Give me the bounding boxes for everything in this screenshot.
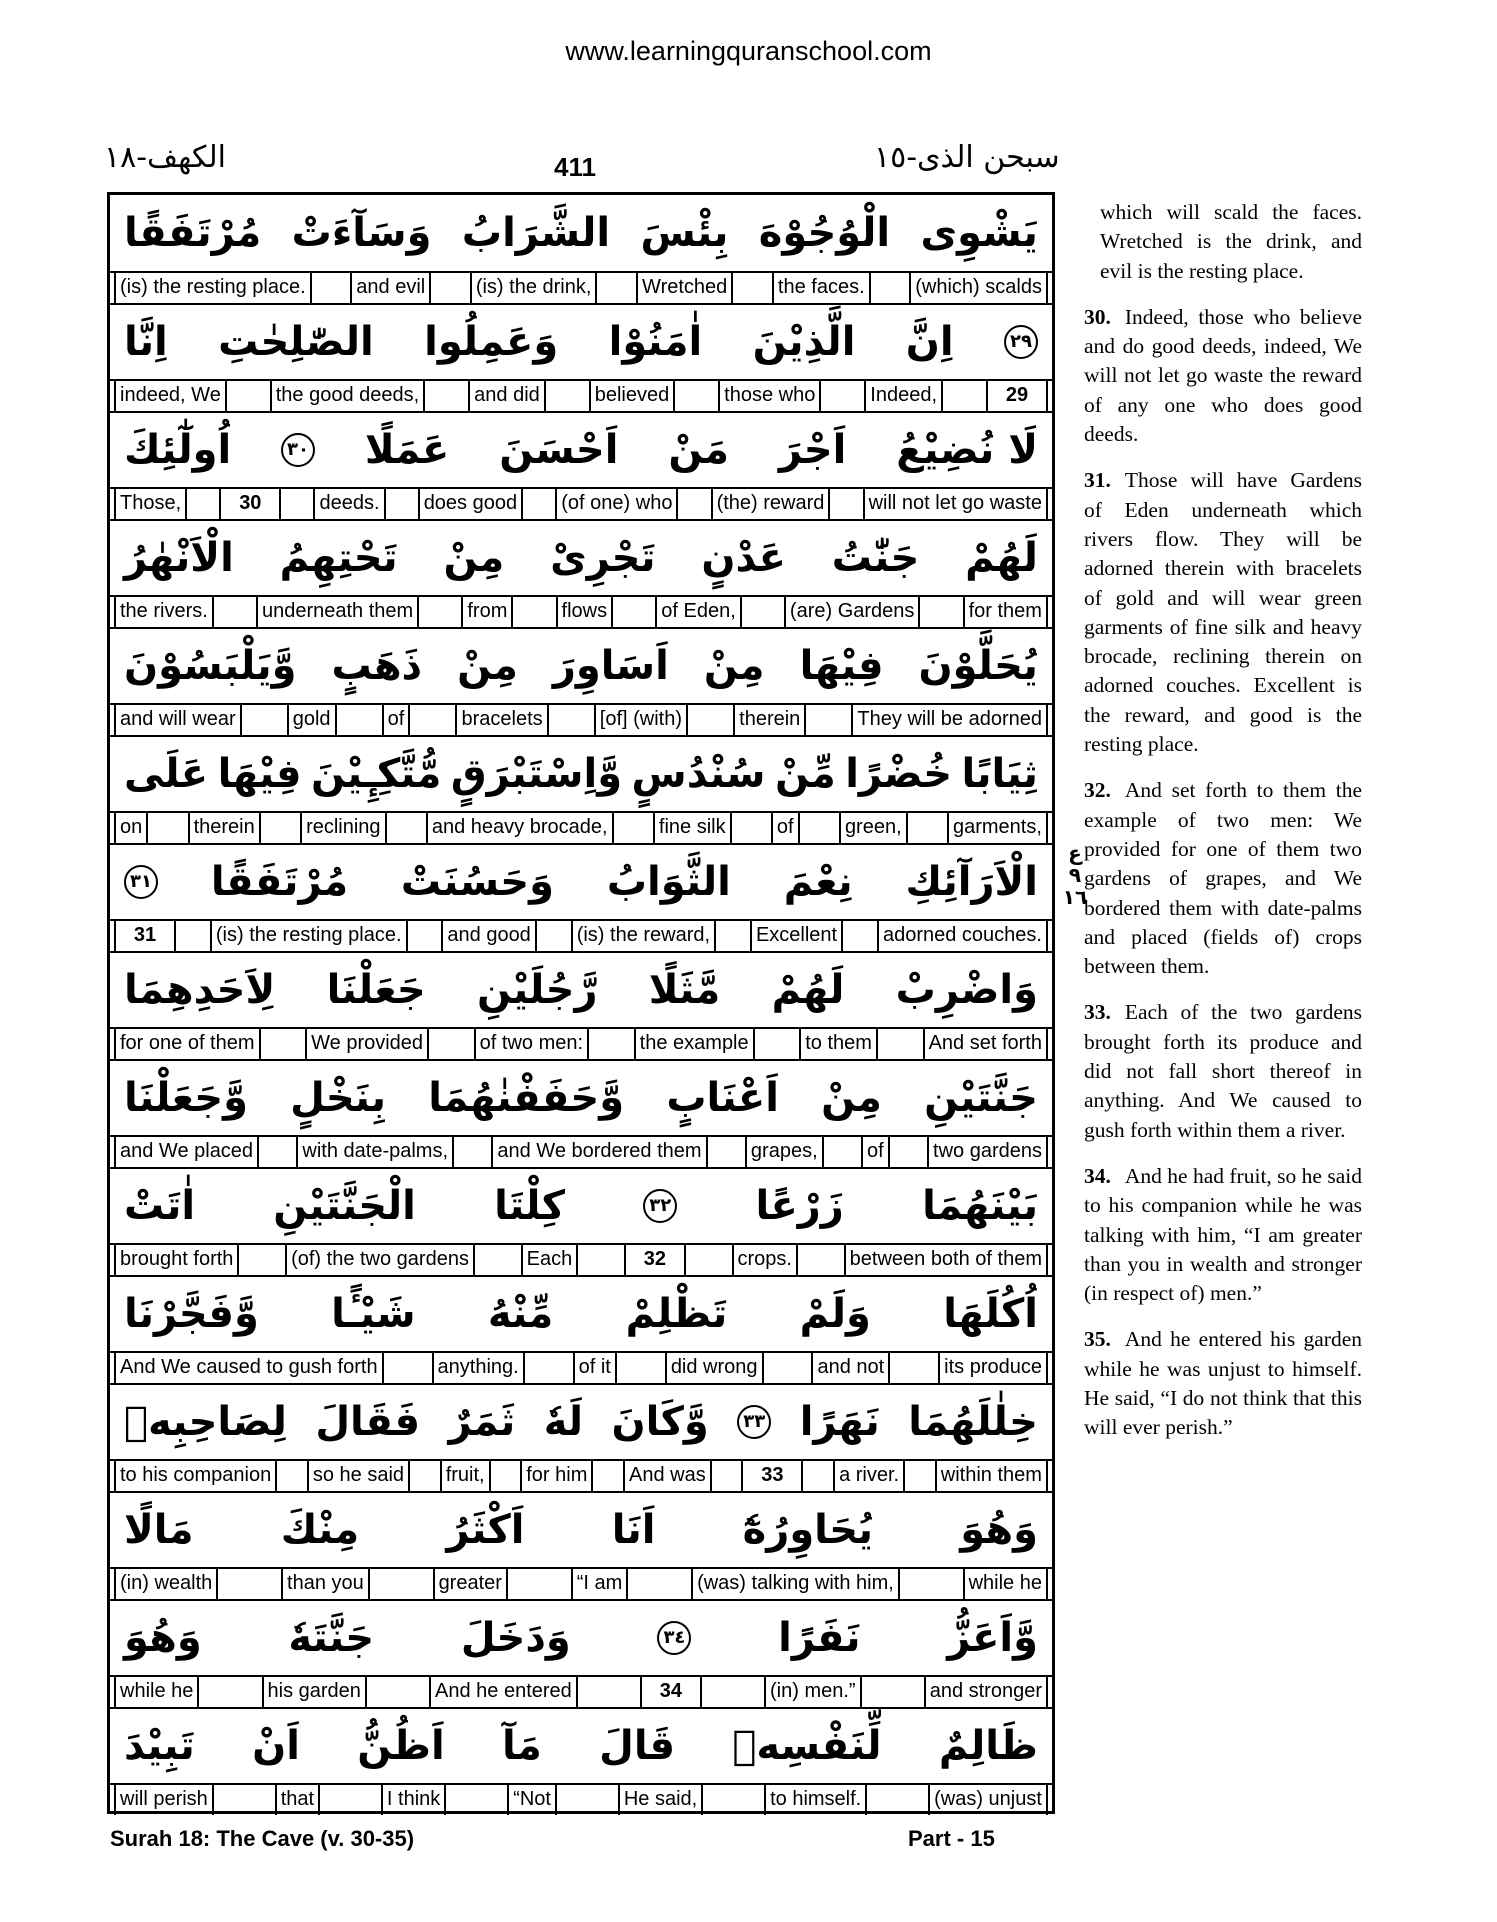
verse-row xyxy=(110,1707,1052,1815)
verse-number: 29 xyxy=(986,381,1048,411)
verse-number: 33 xyxy=(741,1461,803,1491)
english-gloss-line xyxy=(110,273,1052,303)
english-gloss: deeds. xyxy=(313,489,385,519)
arabic-word: مِنْ xyxy=(821,1075,882,1121)
arabic-word: مَّثَلًا xyxy=(648,967,721,1013)
arabic-word: يُحَاوِرُهٗٓ xyxy=(742,1507,874,1553)
english-gloss: his garden xyxy=(262,1677,367,1707)
arabic-word: مَآ xyxy=(502,1723,542,1769)
english-gloss: with date-palms, xyxy=(296,1137,454,1167)
arabic-word: وَّاَعَزُّ xyxy=(947,1615,1038,1661)
english-gloss: between both of them xyxy=(844,1245,1048,1275)
arabic-word: وَّجَعَلْنَا xyxy=(124,1075,248,1121)
arabic-word: لِصَاحِبِهٖ xyxy=(124,1399,287,1445)
arabic-word: ثِيَابًا xyxy=(961,751,1038,797)
arabic-word: اَسَاوِرَ xyxy=(552,643,669,689)
arabic-word: وَّحَفَفْنٰهُمَا xyxy=(428,1075,625,1121)
arabic-word: اَحْسَنَ xyxy=(499,427,619,473)
english-gloss-line xyxy=(110,1461,1052,1491)
surah-header-arabic: الكهف-١٨ xyxy=(104,140,226,175)
english-gloss: Those, xyxy=(114,489,187,519)
english-gloss: And We caused to gush forth xyxy=(114,1353,384,1383)
arabic-word: جَعَلْنَا xyxy=(326,967,426,1013)
english-gloss: a river. xyxy=(833,1461,905,1491)
arabic-word: مُّتَّكِـِٕيْنَ xyxy=(311,751,442,797)
verse-row xyxy=(110,1599,1052,1707)
english-gloss: the good deeds, xyxy=(270,381,425,411)
english-gloss: to his companion xyxy=(114,1461,277,1491)
arabic-word: جَنَّتَهٗ xyxy=(288,1615,375,1661)
english-gloss: the faces. xyxy=(772,273,871,303)
english-gloss: of xyxy=(771,813,800,843)
translation-text: And he had fruit, so he said to his companion while he was talking with him, “I am greater than you in wealth and stronger (in respect of) men.” xyxy=(1084,1163,1362,1306)
arabic-line xyxy=(110,1491,1052,1569)
english-gloss: of xyxy=(861,1137,890,1167)
arabic-word: الْوُجُوْهَ xyxy=(758,210,891,256)
english-gloss: for him xyxy=(520,1461,593,1491)
translation-text: Those will have Gardens of Eden underneath which rivers flow. They will be adorned therein with bracelets of gold and will wear green garments of fine silk and heavy brocade, reclining therein on adorned couches. Excellent is the reward, and good is the resting place. xyxy=(1084,468,1362,757)
translation-verse-number: 33. xyxy=(1084,1000,1111,1025)
arabic-word: وَّكَانَ xyxy=(611,1399,709,1445)
arabic-word: وَسَآءَتْ xyxy=(291,210,432,256)
english-gloss: Excellent xyxy=(750,921,843,951)
arabic-word: مُرْتَفَقًا xyxy=(210,859,349,905)
arabic-word: بِئْسَ xyxy=(640,210,729,256)
english-gloss: the example xyxy=(634,1029,755,1059)
english-gloss: greater xyxy=(433,1569,508,1599)
arabic-word: تَبِيْدَ xyxy=(124,1723,195,1769)
arabic-word: اَعْنَابٍ xyxy=(666,1075,779,1121)
english-gloss: believed xyxy=(589,381,676,411)
english-gloss-line xyxy=(110,381,1052,411)
arabic-word: نَفَرًا xyxy=(778,1615,861,1661)
arabic-word: الْاَنْهٰرُ xyxy=(124,535,234,581)
juz-header-arabic: سبحن الذى-١٥ xyxy=(874,140,1060,175)
english-gloss: We provided xyxy=(305,1029,429,1059)
arabic-word: وَهُوَ xyxy=(960,1507,1038,1553)
translation-verse-number: 34. xyxy=(1084,1163,1111,1188)
arabic-word: وَحَسُنَتْ xyxy=(400,859,554,905)
arabic-line xyxy=(110,951,1052,1029)
english-gloss: bracelets xyxy=(455,705,548,735)
english-gloss: crops. xyxy=(732,1245,798,1275)
verse-end-marker: ٣٣ xyxy=(737,1405,771,1439)
arabic-line xyxy=(110,195,1052,273)
translation-paragraph xyxy=(1084,998,1362,1144)
arabic-word: فَقَالَ xyxy=(315,1399,421,1445)
english-gloss: did wrong xyxy=(665,1353,764,1383)
english-gloss: Each xyxy=(521,1245,579,1275)
arabic-word: جَنّٰتُ xyxy=(831,535,920,581)
english-gloss: does good xyxy=(418,489,523,519)
arabic-word: تَحْتِهِمُ xyxy=(279,535,398,581)
footer-surah-title: Surah 18: The Cave (v. 30-35) xyxy=(110,1826,415,1851)
translation-paragraph xyxy=(1084,466,1362,759)
translation-text: which will scald the faces. Wretched is the drink, and evil is the resting place. xyxy=(1100,200,1362,283)
arabic-word: الثَّوَابُ xyxy=(606,859,731,905)
arabic-word: مِنْ xyxy=(443,535,505,581)
english-gloss: anything. xyxy=(432,1353,525,1383)
translation-text: Indeed, those who believe and do good deeds, indeed, We will not let go waste the reward of any one who does good deeds. xyxy=(1084,304,1362,447)
arabic-word: عَدْنٍ xyxy=(701,535,786,581)
english-gloss: two gardens xyxy=(927,1137,1048,1167)
english-gloss-line xyxy=(110,597,1052,627)
arabic-word: اٰمَنُوْا xyxy=(608,319,703,365)
arabic-word: اِنَّا xyxy=(124,319,168,365)
english-gloss-line xyxy=(110,1029,1052,1059)
arabic-word: وَعَمِلُوا xyxy=(424,319,559,365)
arabic-line xyxy=(110,1275,1052,1353)
arabic-word: ظَالِمٌ xyxy=(938,1723,1038,1769)
english-gloss-line xyxy=(110,1785,1052,1815)
verse-end-marker: ٣٢ xyxy=(643,1189,677,1223)
english-gloss: adorned couches. xyxy=(877,921,1048,951)
arabic-word: بَيْنَهُمَا xyxy=(922,1183,1038,1229)
english-gloss: fine silk xyxy=(653,813,732,843)
arabic-word: مَنْ xyxy=(668,427,730,473)
english-gloss: and We bordered them xyxy=(491,1137,707,1167)
verse-row xyxy=(110,627,1052,735)
english-gloss-line xyxy=(110,1677,1052,1707)
arabic-word: اَظُنُّ xyxy=(357,1723,445,1769)
arabic-word: اٰتَتْ xyxy=(124,1183,196,1229)
arabic-line xyxy=(110,627,1052,705)
english-gloss: gold xyxy=(287,705,337,735)
english-gloss: therein xyxy=(188,813,261,843)
word-by-word-table xyxy=(107,192,1055,1814)
english-gloss: They will be adorned xyxy=(851,705,1048,735)
english-gloss: brought forth xyxy=(114,1245,239,1275)
translation-text: And set forth to them the example of two men: We provided for one of them two gardens of grapes, and We bordered them with date-palms and placed (fields of) crops between them. xyxy=(1084,778,1362,979)
arabic-word: خُضْرًا xyxy=(845,751,953,797)
arabic-word: بِنَخْلٍ xyxy=(290,1075,387,1121)
verse-row xyxy=(110,195,1052,303)
verse-row xyxy=(110,951,1052,1059)
english-gloss: from xyxy=(461,597,513,627)
page-number: 411 xyxy=(554,152,596,182)
english-gloss: while he xyxy=(114,1677,199,1707)
english-gloss-line xyxy=(110,813,1052,843)
english-gloss: to himself. xyxy=(764,1785,867,1815)
footer-part-number: Part - 15 xyxy=(908,1826,995,1851)
translation-paragraph xyxy=(1100,198,1362,286)
english-gloss: its produce xyxy=(938,1353,1048,1383)
arabic-word: الْجَنَّتَيْنِ xyxy=(273,1183,416,1229)
arabic-word: مِّنْهُ xyxy=(487,1291,554,1337)
arabic-word: تَجْرِىْ xyxy=(550,535,656,581)
english-gloss: And he entered xyxy=(429,1677,578,1707)
english-gloss: so he said xyxy=(307,1461,410,1491)
arabic-word: وَّفَجَّرْنَا xyxy=(124,1291,259,1337)
arabic-word: يُحَلَّوْنَ xyxy=(918,643,1038,689)
arabic-line xyxy=(110,735,1052,813)
arabic-line xyxy=(110,1059,1052,1137)
arabic-word: اُكُلَهَا xyxy=(943,1291,1038,1337)
verse-row xyxy=(110,843,1052,951)
verse-end-marker: ٣٤ xyxy=(657,1621,691,1655)
translation-paragraph xyxy=(1084,1325,1362,1442)
arabic-word: مُرْتَفَقًا xyxy=(124,210,262,256)
english-gloss: [of] (with) xyxy=(594,705,688,735)
arabic-word: مَالًا xyxy=(124,1507,194,1553)
translation-verse-number: 32. xyxy=(1084,778,1111,803)
english-gloss: (is) the resting place. xyxy=(114,273,312,303)
arabic-word: فِيْهَا xyxy=(217,751,302,797)
arabic-word: مِنْ xyxy=(703,643,765,689)
verse-row xyxy=(110,735,1052,843)
arabic-line xyxy=(110,1167,1052,1245)
english-gloss: (of) the two gardens xyxy=(285,1245,475,1275)
arabic-line xyxy=(110,519,1052,597)
english-gloss: of two men: xyxy=(474,1029,589,1059)
english-gloss: within them xyxy=(935,1461,1048,1491)
site-url[interactable]: www.learningquranschool.com xyxy=(565,36,932,66)
english-gloss-line xyxy=(110,489,1052,519)
verse-end-marker: ٣١ xyxy=(124,865,158,899)
english-gloss: and evil xyxy=(350,273,431,303)
english-gloss: (in) men.” xyxy=(764,1677,862,1707)
arabic-word: وَدَخَلَ xyxy=(460,1615,571,1661)
english-gloss: garments, xyxy=(947,813,1048,843)
arabic-word: الشَّرَابُ xyxy=(461,210,611,256)
verse-row xyxy=(110,411,1052,519)
verse-row xyxy=(110,1383,1052,1491)
arabic-line xyxy=(110,1383,1052,1461)
arabic-word: وَّاِسْتَبْرَقٍ xyxy=(450,751,623,797)
verse-end-marker: ٢٩ xyxy=(1004,325,1038,359)
arabic-word: اَنَا xyxy=(611,1507,656,1553)
english-gloss: And was xyxy=(623,1461,712,1491)
arabic-word: لَهُمْ xyxy=(965,535,1038,581)
verse-number: 34 xyxy=(640,1677,702,1707)
english-gloss: (the) reward xyxy=(711,489,831,519)
english-gloss: And set forth xyxy=(923,1029,1048,1059)
english-gloss: (in) wealth xyxy=(114,1569,218,1599)
verse-row xyxy=(110,1059,1052,1167)
english-gloss: and will wear xyxy=(114,705,242,735)
arabic-word: لَهٗ xyxy=(543,1399,583,1445)
english-gloss: those who xyxy=(718,381,821,411)
arabic-line xyxy=(110,1707,1052,1785)
english-gloss: of xyxy=(382,705,411,735)
arabic-word: قَالَ xyxy=(599,1723,676,1769)
english-gloss: therein xyxy=(733,705,806,735)
arabic-word: زَرْعًا xyxy=(755,1183,844,1229)
translation-paragraph xyxy=(1084,1162,1362,1308)
english-gloss-line xyxy=(110,1137,1052,1167)
english-gloss: reclining xyxy=(300,813,386,843)
verse-number: 30 xyxy=(219,489,281,519)
verse-row xyxy=(110,1491,1052,1599)
arabic-line xyxy=(110,843,1052,921)
verse-end-marker: ٣٠ xyxy=(281,433,315,467)
arabic-word: لِّنَفْسِهٖ xyxy=(732,1723,882,1769)
translation-paragraph xyxy=(1084,776,1362,981)
arabic-line xyxy=(110,303,1052,381)
translation-paragraph xyxy=(1084,303,1362,449)
english-gloss: while he xyxy=(963,1569,1048,1599)
english-gloss: that xyxy=(275,1785,320,1815)
verse-row xyxy=(110,519,1052,627)
arabic-word: وَلَمْ xyxy=(799,1291,871,1337)
english-gloss-line xyxy=(110,1569,1052,1599)
english-gloss: and We placed xyxy=(114,1137,259,1167)
arabic-word: نَهَرًا xyxy=(799,1399,880,1445)
arabic-line xyxy=(110,1599,1052,1677)
verse-row xyxy=(110,303,1052,411)
arabic-word: جَنَّتَيْنِ xyxy=(924,1075,1038,1121)
arabic-word: مِنْ xyxy=(457,643,518,689)
translation-verse-number: 31. xyxy=(1084,468,1111,493)
english-gloss: fruit, xyxy=(440,1461,491,1491)
translation-text: Each of the two gardens brought forth its produce and did not fall short thereof in anything. And We caused to gush forth within them a river. xyxy=(1084,1000,1362,1142)
english-gloss: and good xyxy=(441,921,536,951)
english-gloss: and stronger xyxy=(924,1677,1048,1707)
translation-verse-number: 30. xyxy=(1084,304,1111,329)
arabic-word: ثَمَرٌ xyxy=(448,1399,516,1445)
english-gloss-line xyxy=(110,1353,1052,1383)
english-gloss: (of one) who xyxy=(555,489,678,519)
english-gloss: (is) the drink, xyxy=(470,273,598,303)
english-gloss: (are) Gardens xyxy=(784,597,921,627)
english-gloss: on xyxy=(114,813,148,843)
english-gloss-line xyxy=(110,921,1052,951)
english-gloss: “Not xyxy=(507,1785,557,1815)
arabic-word: يَشْوِى xyxy=(920,210,1038,256)
arabic-word: اِنَّ xyxy=(905,319,954,365)
english-gloss: than you xyxy=(281,1569,370,1599)
arabic-word: اَكْثَرُ xyxy=(446,1507,525,1553)
english-gloss: underneath them xyxy=(256,597,419,627)
arabic-word: اَجْرَ xyxy=(778,427,847,473)
english-gloss: of it xyxy=(573,1353,617,1383)
english-gloss: Indeed, xyxy=(864,381,943,411)
arabic-word: نِعْمَ xyxy=(783,859,853,905)
english-gloss: to them xyxy=(799,1029,878,1059)
arabic-word: لِاَحَدِهِمَا xyxy=(124,967,276,1013)
arabic-word: لَهُمْ xyxy=(771,967,845,1013)
english-gloss: grapes, xyxy=(745,1137,824,1167)
arabic-word: كِلْتَا xyxy=(494,1183,565,1229)
arabic-word: تَظْلِمْ xyxy=(625,1291,728,1337)
translation-text: And he entered his garden while he was unjust to himself. He said, “I do not think that this will ever perish.” xyxy=(1084,1327,1362,1440)
english-gloss: (which) scalds xyxy=(909,273,1048,303)
english-gloss: “I am xyxy=(571,1569,629,1599)
arabic-word: الْاَرَآئِكِ xyxy=(905,859,1038,905)
arabic-word: اَنْ xyxy=(252,1723,300,1769)
english-gloss: the rivers. xyxy=(114,597,214,627)
english-gloss: will perish xyxy=(114,1785,214,1815)
english-gloss: (is) the resting place. xyxy=(210,921,408,951)
arabic-word: وَّيَلْبَسُوْنَ xyxy=(124,643,297,689)
arabic-word: الصّٰلِحٰتِ xyxy=(218,319,374,365)
english-gloss: and not xyxy=(811,1353,890,1383)
english-gloss: for them xyxy=(963,597,1048,627)
arabic-word: اُولٰٓئِكَ xyxy=(124,427,232,473)
english-gloss: and did xyxy=(468,381,546,411)
arabic-word: ذَهَبٍ xyxy=(331,643,423,689)
english-gloss-line xyxy=(110,1245,1052,1275)
english-gloss: (is) the reward, xyxy=(571,921,716,951)
english-gloss: flows xyxy=(556,597,614,627)
english-gloss: for one of them xyxy=(114,1029,261,1059)
english-gloss-line xyxy=(110,705,1052,735)
arabic-line xyxy=(110,411,1052,489)
arabic-word: فِيْهَا xyxy=(799,643,884,689)
arabic-word: عَمَلًا xyxy=(364,427,450,473)
english-gloss: (was) unjust xyxy=(928,1785,1048,1815)
arabic-word: وَهُوَ xyxy=(124,1615,202,1661)
english-gloss: (was) talking with him, xyxy=(691,1569,900,1599)
english-gloss: of Eden, xyxy=(655,597,742,627)
arabic-word: سُنْدُسٍ xyxy=(631,751,766,797)
arabic-word: عَلَى xyxy=(124,751,209,797)
english-gloss: and heavy brocade, xyxy=(426,813,614,843)
english-gloss: green, xyxy=(839,813,908,843)
arabic-word: مِنْكَ xyxy=(280,1507,360,1553)
english-gloss: Wretched xyxy=(636,273,733,303)
english-gloss: He said, xyxy=(618,1785,703,1815)
arabic-word: رَّجُلَيْنِ xyxy=(476,967,598,1013)
verse-row xyxy=(110,1167,1052,1275)
arabic-word: مِّنْ xyxy=(774,751,836,797)
arabic-word: شَيْـًٔا xyxy=(331,1291,416,1337)
english-gloss: indeed, We xyxy=(114,381,227,411)
translation-column xyxy=(1084,198,1362,1460)
translation-verse-number: 35. xyxy=(1084,1327,1111,1352)
arabic-word: وَاضْرِبْ xyxy=(895,967,1038,1013)
verse-row xyxy=(110,1275,1052,1383)
verse-number: 31 xyxy=(114,921,176,951)
english-gloss: will not let go waste xyxy=(863,489,1048,519)
verse-number: 32 xyxy=(624,1245,686,1275)
ruku-marker: ع ٩ ١٦ xyxy=(1062,841,1088,909)
arabic-word: الَّذِيْنَ xyxy=(752,319,856,365)
arabic-word: لَا نُضِيْعُ xyxy=(896,427,1038,473)
english-gloss: I think xyxy=(381,1785,446,1815)
arabic-word: خِلٰلَهُمَا xyxy=(908,1399,1038,1445)
